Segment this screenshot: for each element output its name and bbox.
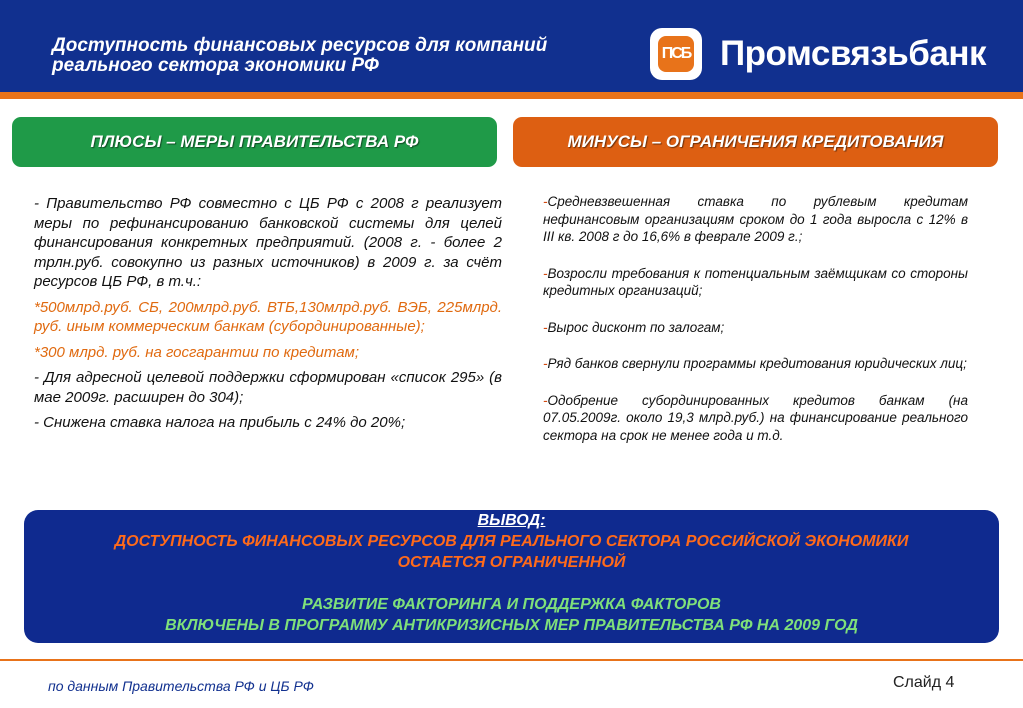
cons-item bbox=[543, 355, 968, 373]
conclusion-line-4: ВКЛЮЧЕНЫ В ПРОГРАММУ АНТИКРИЗИСНЫХ МЕР ПРАВИТЕЛЬСТВА РФ НА 2009 ГОД bbox=[165, 617, 858, 634]
cons-item bbox=[543, 265, 968, 300]
conclusion-label: ВЫВОД: bbox=[477, 512, 546, 529]
cons-item-dash: - bbox=[543, 265, 548, 281]
pros-paragraph-4: - Для адресной целевой поддержки сформирован «список 295» (в мае 2009г. расширен до 304); bbox=[34, 369, 502, 406]
cons-item-text: Средневзвешенная ставка по рублевым кредитам нефинансовым организациям сроком до 1 года выросла с 12% в III кв. 2008 г до 16,6% в феврале 2009 г.; bbox=[543, 194, 968, 244]
logo-mark-letters: ПСБ bbox=[658, 36, 694, 72]
conclusion-panel bbox=[24, 510, 999, 643]
footer-source: по данным Правительства РФ и ЦБ РФ bbox=[48, 678, 314, 694]
slide-title-line-2: реального сектора экономики РФ bbox=[52, 55, 379, 76]
conclusion-line-2: ОСТАЕТСЯ ОГРАНИЧЕННОЙ bbox=[397, 554, 626, 571]
slide-header bbox=[0, 0, 1023, 92]
pros-column bbox=[34, 194, 502, 439]
cons-item-dash: - bbox=[543, 356, 548, 371]
cons-item bbox=[543, 319, 968, 337]
conclusion-spacer bbox=[24, 573, 999, 594]
cons-item-text: Ряд банков свернули программы кредитования юридических лиц; bbox=[547, 356, 967, 371]
cons-column bbox=[543, 193, 968, 463]
cons-item-dash: - bbox=[543, 194, 548, 209]
bank-name: Промсвязьбанк bbox=[720, 34, 986, 73]
pros-paragraph-2: *500млрд.руб. СБ, 200млрд.руб. ВТБ,130млрд.руб. ВЭБ, 225млрд. руб. иным коммерческим банкам (субординированные); bbox=[34, 298, 502, 335]
cons-item-dash: - bbox=[543, 319, 548, 335]
cons-item-text: Вырос дисконт по залогам; bbox=[547, 319, 725, 335]
cons-item bbox=[543, 392, 968, 445]
cons-item-text: Возросли требования к потенциальным заёмщикам со стороны кредитных организаций; bbox=[543, 265, 968, 298]
bank-logo bbox=[650, 24, 990, 80]
slide-number: Слайд 4 bbox=[893, 674, 955, 691]
conclusion-line-3: РАЗВИТИЕ ФАКТОРИНГА И ПОДДЕРЖКА ФАКТОРОВ bbox=[302, 596, 721, 613]
pros-paragraph-5: - Снижена ставка налога на прибыль с 24% до 20%; bbox=[34, 414, 406, 431]
cons-item bbox=[543, 193, 968, 246]
footer-divider bbox=[0, 659, 1023, 661]
slide-title-line-1: Доступность финансовых ресурсов для компаний bbox=[52, 35, 548, 56]
logo-mark-icon bbox=[650, 28, 702, 80]
cons-heading: МИНУСЫ – ОГРАНИЧЕНИЯ КРЕДИТОВАНИЯ bbox=[513, 117, 998, 167]
pros-heading: ПЛЮСЫ – МЕРЫ ПРАВИТЕЛЬСТВА РФ bbox=[12, 117, 497, 167]
header-divider bbox=[0, 92, 1023, 99]
conclusion-line-1: ДОСТУПНОСТЬ ФИНАНСОВЫХ РЕСУРСОВ ДЛЯ РЕАЛЬНОГО СЕКТОРА РОССИЙСКОЙ ЭКОНОМИКИ bbox=[114, 533, 909, 550]
slide-title bbox=[52, 36, 632, 76]
pros-paragraph-3: *300 млрд. руб. на госгарантии по кредитам; bbox=[34, 343, 359, 361]
pros-paragraph-1: - Правительство РФ совместно с ЦБ РФ с 2008 г реализует меры по рефинансированию банковской системы для целей финансирования конкретных предприятий. (2008 г. - более 2 трлн.руб. совокупно из разных источников) в 2009 г. за счёт ресурсов ЦБ РФ, в т.ч.: bbox=[34, 195, 502, 290]
cons-item-dash: - bbox=[543, 392, 548, 408]
cons-item-text: Одобрение субординированных кредитов банкам (на 07.05.2009г. около 19,3 млрд.руб.) на финансирование реального сектора на срок не менее года и т.д. bbox=[543, 392, 968, 443]
